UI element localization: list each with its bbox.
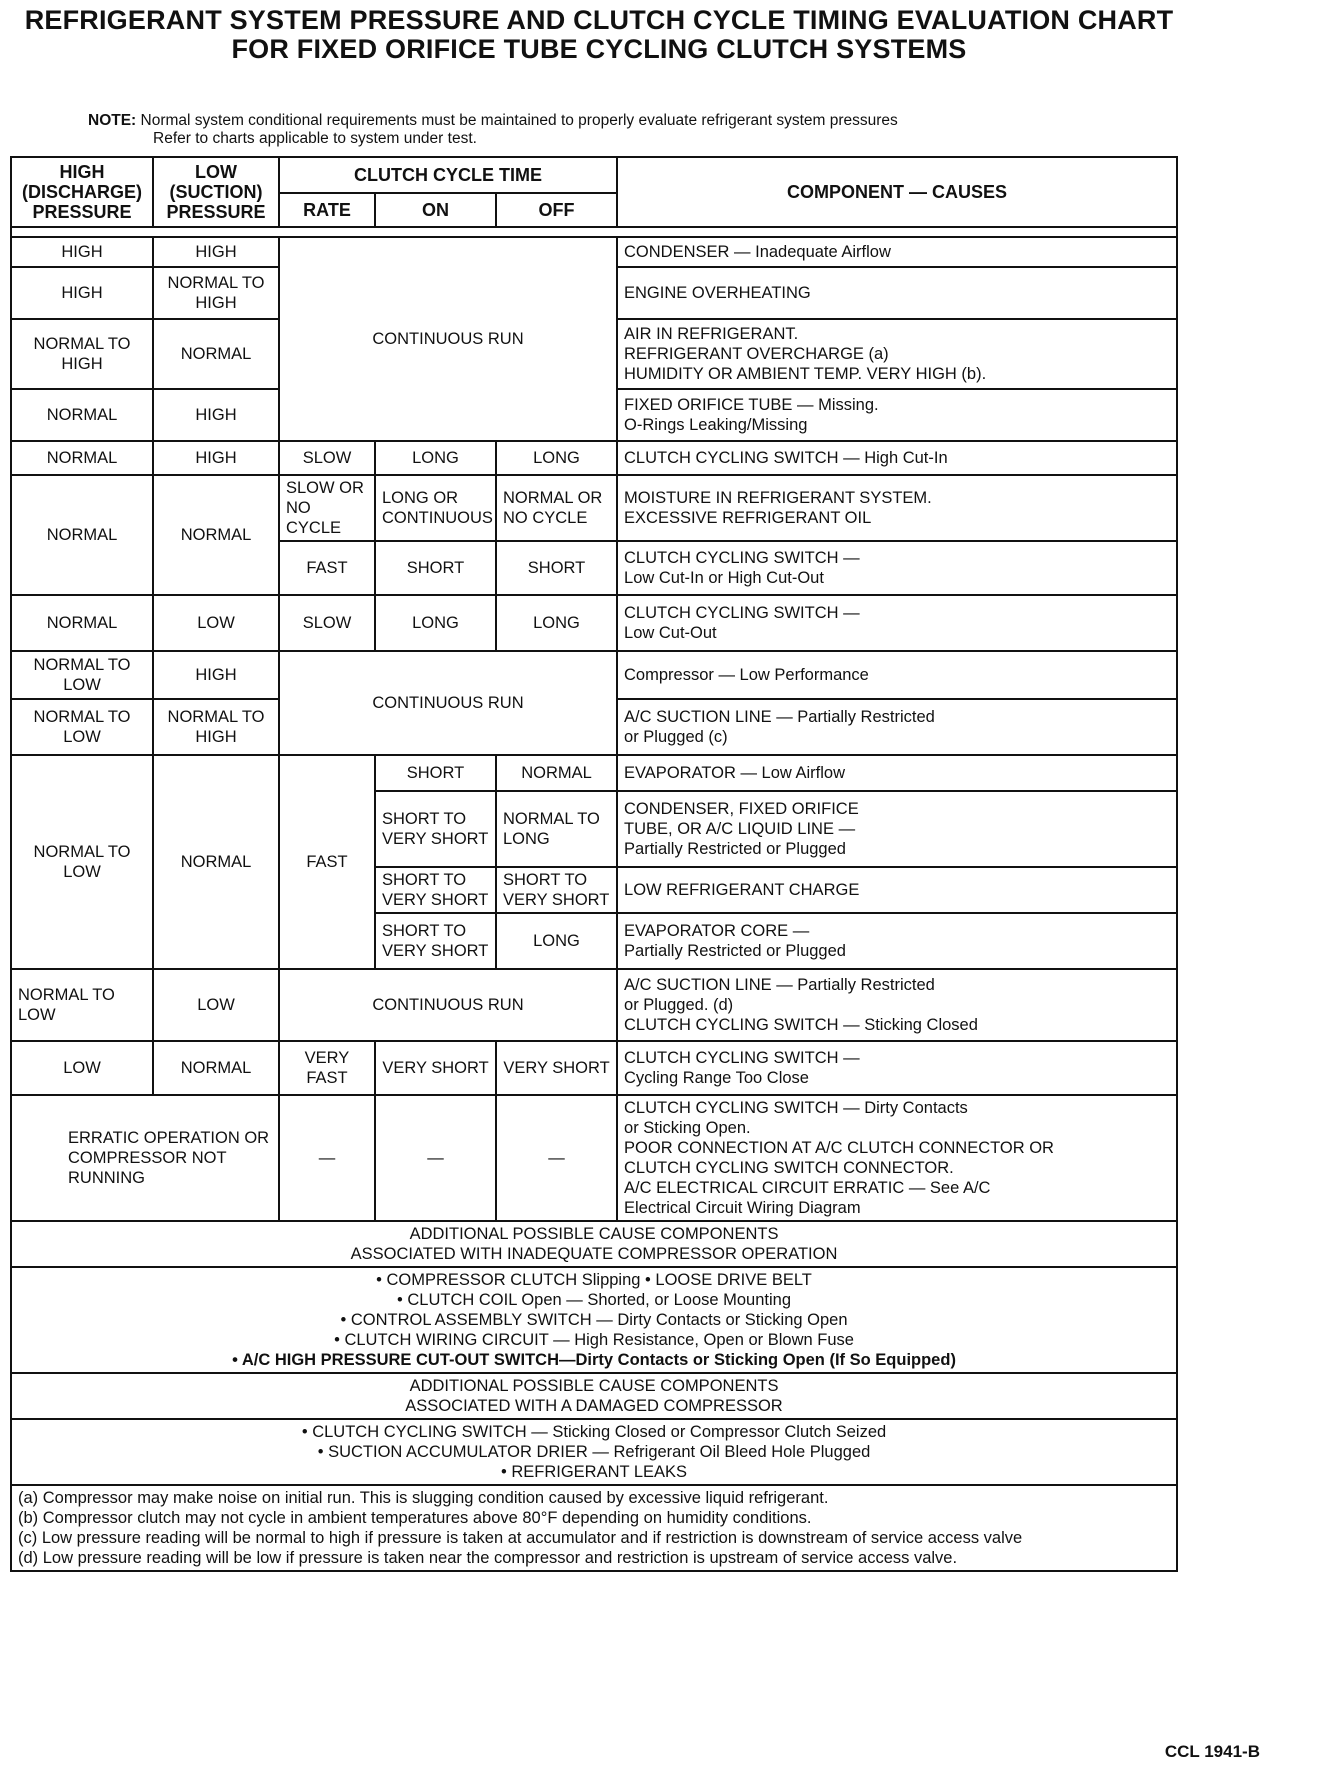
row10-high: NORMAL TO LOW [11, 699, 153, 755]
row12-cause [617, 791, 1177, 867]
row12-cause-line: CONDENSER, FIXED ORIFICE [624, 800, 859, 818]
row11-off: NORMAL [496, 755, 617, 791]
row17-state: ERRATIC OPERATION OR COMPRESSOR NOT RUNNING [11, 1095, 279, 1221]
row11-on: SHORT [375, 755, 496, 791]
row6-off: NORMAL OR NO CYCLE [496, 475, 617, 541]
row14-cause [617, 913, 1177, 969]
row8-on: LONG [375, 595, 496, 651]
additional-heading-2 [11, 1373, 1177, 1419]
title-line-1: REFRIGERANT SYSTEM PRESSURE AND CLUTCH CYCLE TIMING EVALUATION CHART [24, 5, 1174, 35]
header-clutch-cycle-time: CLUTCH CYCLE TIME [279, 157, 617, 193]
row13-on: SHORT TO VERY SHORT [375, 867, 496, 913]
chart-title [0, 6, 1328, 64]
row10-cause-line: A/C SUCTION LINE — Partially Restricted [624, 708, 935, 726]
continuous-run-2: CONTINUOUS RUN [279, 651, 617, 755]
row8-rate: SLOW [279, 595, 375, 651]
row15-high: NORMAL TO LOW [11, 969, 153, 1041]
row11-rate: FAST [279, 755, 375, 969]
row16-low: NORMAL [153, 1041, 279, 1095]
list-item: • SUCTION ACCUMULATOR DRIER — Refrigerant Oil Bleed Hole Plugged [317, 1443, 871, 1461]
list-item: • A/C HIGH PRESSURE CUT-OUT SWITCH—Dirty Contacts or Sticking Open (If So Equipped) [232, 1351, 956, 1369]
row8-high: NORMAL [11, 595, 153, 651]
additional-heading-line: ADDITIONAL POSSIBLE CAUSE COMPONENTS [409, 1225, 779, 1243]
row10-cause [617, 699, 1177, 755]
row2-high: HIGH [11, 267, 153, 319]
row5-rate: SLOW [279, 441, 375, 475]
row12-cause-line: TUBE, OR A/C LIQUID LINE — [624, 820, 856, 838]
row14-off: LONG [496, 913, 617, 969]
row13-off: SHORT TO VERY SHORT [496, 867, 617, 913]
row10-cause-line: or Plugged (c) [624, 728, 728, 746]
row6-on: LONG OR CONTINUOUS [375, 475, 496, 541]
row3-low: NORMAL [153, 319, 279, 389]
row17-cause-line: POOR CONNECTION AT A/C CLUTCH CONNECTOR OR [624, 1139, 1054, 1157]
row14-on: SHORT TO VERY SHORT [375, 913, 496, 969]
row16-on: VERY SHORT [375, 1041, 496, 1095]
row6-cause-line: EXCESSIVE REFRIGERANT OIL [624, 509, 872, 527]
row15-cause-line: or Plugged. (d) [624, 996, 734, 1014]
row5-low: HIGH [153, 441, 279, 475]
row11-low: NORMAL [153, 755, 279, 969]
row4-cause [617, 389, 1177, 441]
row5-high: NORMAL [11, 441, 153, 475]
row4-cause-line: O-Rings Leaking/Missing [624, 416, 808, 434]
row10-low: NORMAL TO HIGH [153, 699, 279, 755]
row17-rate: — [279, 1095, 375, 1221]
row2-cause: ENGINE OVERHEATING [617, 267, 1177, 319]
row2-low: NORMAL TO HIGH [153, 267, 279, 319]
footnotes [11, 1485, 1177, 1571]
row17-cause-line: Electrical Circuit Wiring Diagram [624, 1199, 861, 1217]
row5-on: LONG [375, 441, 496, 475]
row8-cause [617, 595, 1177, 651]
title-line-2: FOR FIXED ORIFICE TUBE CYCLING CLUTCH SYSTEMS [231, 34, 967, 64]
row3-cause [617, 319, 1177, 389]
list-item: • COMPRESSOR CLUTCH Slipping • LOOSE DRIVE BELT [376, 1271, 812, 1289]
note-line-2: Refer to charts applicable to system under test. [153, 130, 477, 147]
row9-cause: Compressor — Low Performance [617, 651, 1177, 699]
footnote: (c) Low pressure reading will be normal to high if pressure is taken at accumulator and if restriction is downstream of service access valve [18, 1529, 1023, 1547]
row17-cause-line: CLUTCH CYCLING SWITCH — Dirty Contacts [624, 1099, 968, 1117]
row16-cause-line: Cycling Range Too Close [624, 1069, 809, 1087]
row1-high: HIGH [11, 237, 153, 267]
list-item: • REFRIGERANT LEAKS [500, 1463, 688, 1481]
separator [11, 227, 1177, 237]
row8-cause-line: CLUTCH CYCLING SWITCH — [624, 604, 860, 622]
footnote: (b) Compressor clutch may not cycle in ambient temperatures above 80°F depending on humidity conditions. [18, 1509, 812, 1527]
row16-high: LOW [11, 1041, 153, 1095]
row16-cause [617, 1041, 1177, 1095]
row7-cause [617, 541, 1177, 595]
note [88, 112, 898, 148]
row7-rate: FAST [279, 541, 375, 595]
header-rate: RATE [279, 193, 375, 227]
header-low-pressure: LOW (SUCTION) PRESSURE [153, 157, 279, 227]
row8-off: LONG [496, 595, 617, 651]
row17-on: — [375, 1095, 496, 1221]
footnote: (d) Low pressure reading will be low if pressure is taken near the compressor and restriction is upstream of service access valve. [18, 1549, 958, 1567]
row4-high: NORMAL [11, 389, 153, 441]
row7-cause-line: CLUTCH CYCLING SWITCH — [624, 549, 860, 567]
row14-cause-line: Partially Restricted or Plugged [624, 942, 846, 960]
row3-high: NORMAL TO HIGH [11, 319, 153, 389]
row6-rate: SLOW OR NO CYCLE [279, 475, 375, 541]
header-component-causes: COMPONENT — CAUSES [617, 157, 1177, 227]
row15-cause-line: A/C SUCTION LINE — Partially Restricted [624, 976, 935, 994]
row4-cause-line: FIXED ORIFICE TUBE — Missing. [624, 396, 879, 414]
evaluation-table [10, 156, 1178, 1572]
row7-on: SHORT [375, 541, 496, 595]
note-label: NOTE: [88, 112, 137, 129]
row7-off: SHORT [496, 541, 617, 595]
continuous-run-1: CONTINUOUS RUN [279, 237, 617, 441]
row6-high: NORMAL [11, 475, 153, 595]
row6-low: NORMAL [153, 475, 279, 595]
additional-list-1 [11, 1267, 1177, 1373]
row6-cause-line: MOISTURE IN REFRIGERANT SYSTEM. [624, 489, 932, 507]
row13-cause: LOW REFRIGERANT CHARGE [617, 867, 1177, 913]
row8-cause-line: Low Cut-Out [624, 624, 717, 642]
row1-cause: CONDENSER — Inadequate Airflow [617, 237, 1177, 267]
row5-cause: CLUTCH CYCLING SWITCH — High Cut-In [617, 441, 1177, 475]
row15-cause [617, 969, 1177, 1041]
row17-cause-line: A/C ELECTRICAL CIRCUIT ERRATIC — See A/C [624, 1179, 991, 1197]
row1-low: HIGH [153, 237, 279, 267]
continuous-run-3: CONTINUOUS RUN [279, 969, 617, 1041]
document-code: CCL 1941-B [1164, 1742, 1260, 1761]
row5-off: LONG [496, 441, 617, 475]
row16-off: VERY SHORT [496, 1041, 617, 1095]
note-line-1: Normal system conditional requirements must be maintained to properly evaluate refrigerant system pressures [140, 112, 898, 129]
row17-cause-line: or Sticking Open. [624, 1119, 751, 1137]
row17-off: — [496, 1095, 617, 1221]
row17-cause [617, 1095, 1177, 1221]
row15-low: LOW [153, 969, 279, 1041]
row3-cause-line: REFRIGERANT OVERCHARGE (a) [624, 345, 889, 363]
additional-heading-line: ADDITIONAL POSSIBLE CAUSE COMPONENTS [409, 1377, 779, 1395]
list-item: • CONTROL ASSEMBLY SWITCH — Dirty Contacts or Sticking Open [340, 1311, 848, 1329]
additional-heading-1 [11, 1221, 1177, 1267]
row9-high: NORMAL TO LOW [11, 651, 153, 699]
row6-cause [617, 475, 1177, 541]
row16-cause-line: CLUTCH CYCLING SWITCH — [624, 1049, 860, 1067]
row11-cause: EVAPORATOR — Low Airflow [617, 755, 1177, 791]
row4-low: HIGH [153, 389, 279, 441]
row8-low: LOW [153, 595, 279, 651]
row12-on: SHORT TO VERY SHORT [375, 791, 496, 867]
list-item: • CLUTCH WIRING CIRCUIT — High Resistance, Open or Blown Fuse [334, 1331, 854, 1349]
additional-heading-line: ASSOCIATED WITH A DAMAGED COMPRESSOR [405, 1397, 783, 1415]
row15-cause-line: CLUTCH CYCLING SWITCH — Sticking Closed [624, 1016, 978, 1034]
row9-low: HIGH [153, 651, 279, 699]
row12-cause-line: Partially Restricted or Plugged [624, 840, 846, 858]
row16-rate: VERY FAST [279, 1041, 375, 1095]
header-off: OFF [496, 193, 617, 227]
row3-cause-line: AIR IN REFRIGERANT. [624, 325, 799, 343]
row3-cause-line: HUMIDITY OR AMBIENT TEMP. VERY HIGH (b). [624, 365, 987, 383]
list-item: • CLUTCH COIL Open — Shorted, or Loose Mounting [397, 1291, 792, 1309]
header-on: ON [375, 193, 496, 227]
additional-heading-line: ASSOCIATED WITH INADEQUATE COMPRESSOR OPERATION [350, 1245, 838, 1263]
row14-cause-line: EVAPORATOR CORE — [624, 922, 810, 940]
row7-cause-line: Low Cut-In or High Cut-Out [624, 569, 824, 587]
row11-high: NORMAL TO LOW [11, 755, 153, 969]
additional-list-2 [11, 1419, 1177, 1485]
row17-cause-line: CLUTCH CYCLING SWITCH CONNECTOR. [624, 1159, 954, 1177]
header-high-pressure: HIGH (DISCHARGE) PRESSURE [11, 157, 153, 227]
list-item: • CLUTCH CYCLING SWITCH — Sticking Closed or Compressor Clutch Seized [301, 1423, 887, 1441]
row12-off: NORMAL TO LONG [496, 791, 617, 867]
footnote: (a) Compressor may make noise on initial run. This is slugging condition caused by excessive liquid refrigerant. [18, 1489, 829, 1507]
